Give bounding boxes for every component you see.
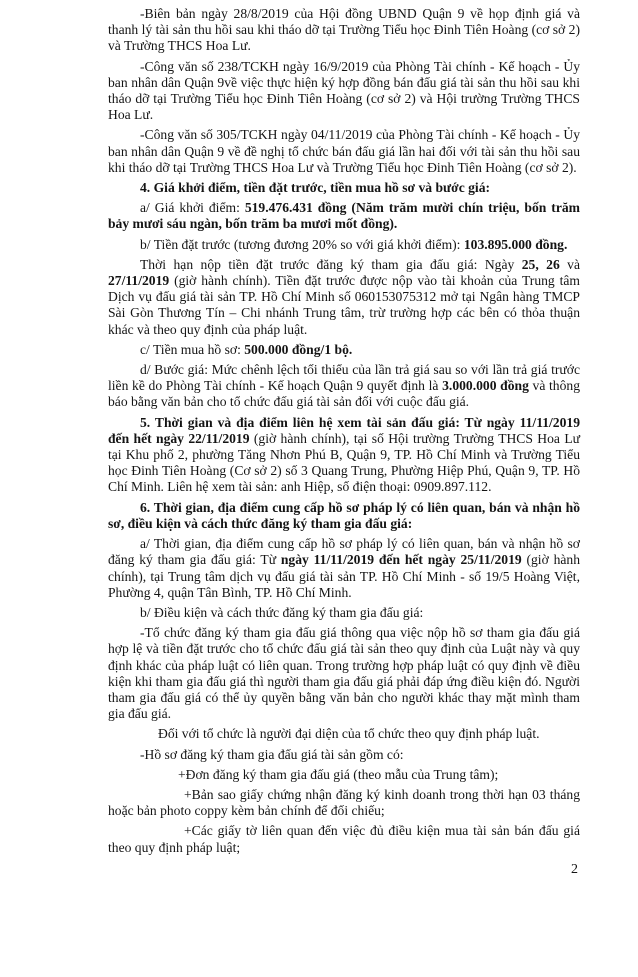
paragraph-buoc-gia: d/ Bước giá: Mức chênh lệch tối thiểu của lần trả giá sau so với lần trả giá trước liền kề do Phòng Tài chính - Kế hoạch Quận 9 quyết định là 3.000.000 đồng và thông báo bằng văn bản cho tổ chức đấu giá tài sản đối với cuộc đấu giá. — [108, 362, 580, 410]
heading-section-6: 6. Thời gian, địa điểm cung cấp hồ sơ pháp lý có liên quan, bán và nhận hồ sơ, điều kiện và cách thức đăng ký tham gia đấu giá: — [108, 499, 580, 531]
paragraph-cong-van-305: -Công văn số 305/TCKH ngày 04/11/2019 của Phòng Tài chính - Kế hoạch - Ủy ban nhân dân Quận 9 về đề nghị tổ chức bán đấu giá lần hai đối với tài sản thu hồi sau khi tháo dỡ tại Trường THCS Hoa Lư và Trường Tiểu học Đinh Tiên Hoàng (cơ sở 2). — [108, 127, 580, 175]
paragraph-cong-van-238: -Công văn số 238/TCKH ngày 16/9/2019 của Phòng Tài chính - Kế hoạch - Ủy ban nhân dân Quận 9về việc thực hiện ký hợp đồng bán đấu giá tài sản thu hồi sau khi tháo dỡ tại Trường Tiểu học Đinh Tiên Hoàng (cơ sở 2) và Hội trường Trường THCS Hoa Lư. — [108, 58, 580, 123]
paragraph-tien-mua-ho-so: c/ Tiền mua hồ sơ: 500.000 đồng/1 bộ. — [140, 341, 353, 357]
paragraph-doi-voi-to-chuc: Đối với tổ chức là người đại diện của tổ chức theo quy định pháp luật. — [158, 726, 540, 742]
page-number: 2 — [571, 862, 578, 877]
paragraph-thoi-han-nop: Thời hạn nộp tiền đặt trước đăng ký tham gia đấu giá: Ngày 25, 26 và 27/11/2019 (giờ hành chính). Tiền đặt trước được nộp vào tài khoản của Trung tâm Dịch vụ đấu giá tài sản TP. Hồ Chí Minh số 060153075312 mở tại Ngân hàng TMCP Sài Gòn Thương Tín – Chi nhánh Trung tâm, trừ trường hợp các bên có thỏa thuận khác và theo quy định của pháp luật. — [108, 256, 581, 337]
list-item-ban-sao-giay: +Bản sao giấy chứng nhận đăng ký kinh doanh trong thời hạn 03 tháng hoặc bản photo coppy kèm bản chính để đối chiếu; — [108, 786, 580, 819]
paragraph-tien-dat-truoc: b/ Tiền đặt trước (tương đương 20% so với giá khởi điểm): 103.895.000 đồng. — [140, 236, 568, 252]
heading-section-4: 4. Giá khởi điểm, tiền đặt trước, tiền mua hồ sơ và bước giá: — [140, 180, 491, 196]
paragraph-section-5: 5. Thời gian và địa điểm liên hệ xem tài sản đấu giá: Từ ngày 11/11/2019 đến hết ngày 22/11/2019 (giờ hành chính), tại số Hội trường Trường THCS Hoa Lư tại Khu phố 2, phường Tăng Nhơn Phú B, Quận 9, TP. Hồ Chí Minh và Trường Tiểu học Đinh Tiên Hoàng (Cơ sở 2) số 3 Quang Trung, Phường Hiệp Phú, Quận 9, TP. Hồ Chí Minh. Liên hệ xem tài sản: anh Hiệp, số điện thoại: 0909.897.112. — [108, 414, 580, 495]
paragraph-bien-ban: -Biên bản ngày 28/8/2019 của Hội đồng UBND Quận 9 về họp định giá và thanh lý tài sản thu hồi sau khi tháo dỡ tại Trường Tiểu học Đinh Tiên Hoàng (cơ sở 2) và Trường THCS Hoa Lư. — [108, 6, 580, 54]
paragraph-gia-khoi-diem: a/ Giá khởi điểm: 519.476.431 đồng (Năm trăm mười chín triệu, bốn trăm bảy mươi sáu ngàn, bốn trăm ba mươi mốt đồng). — [108, 200, 580, 232]
paragraph-ho-so-gom: -Hồ sơ đăng ký tham gia đấu giá tài sản gồm có: — [140, 746, 404, 762]
paragraph-section-6b: b/ Điều kiện và cách thức đăng ký tham gia đấu giá: — [140, 604, 424, 620]
list-item-giay-to-lien-quan: +Các giấy tờ liên quan đến việc đủ điều kiện mua tài sản bán đấu giá theo quy định pháp luật; — [108, 823, 580, 855]
list-item-don-dang-ky: +Đơn đăng ký tham gia đấu giá (theo mẫu của Trung tâm); — [178, 766, 499, 782]
paragraph-to-chuc-dang-ky: -Tổ chức đăng ký tham gia đấu giá thông qua việc nộp hồ sơ tham gia đấu giá hợp lệ và tiền đặt trước cho tổ chức đấu giá tài sản theo quy định của Luật này và quy định khác của pháp luật có liên quan. Trong trường hợp pháp luật có quy định về điều kiện khi tham gia đấu giá thì người tham gia đấu giá phải đáp ứng điều kiện đó. Người tham gia đấu giá có thể ủy quyền bằng văn bản cho người khác thay mặt mình tham gia đấu giá. — [108, 625, 580, 722]
paragraph-section-6a: a/ Thời gian, địa điểm cung cấp hồ sơ pháp lý có liên quan, bán và nhận hồ sơ đăng ký tham gia đấu giá: Từ ngày 11/11/2019 đến hết ngày 25/11/2019 (giờ hành chính), tại Trung tâm dịch vụ đấu giá tài sản TP. Hồ Chí Minh - số 19/5 Hoàng Việt, Phường 4, quận Tân Bình, TP. Hồ Chí Minh. — [108, 536, 580, 600]
